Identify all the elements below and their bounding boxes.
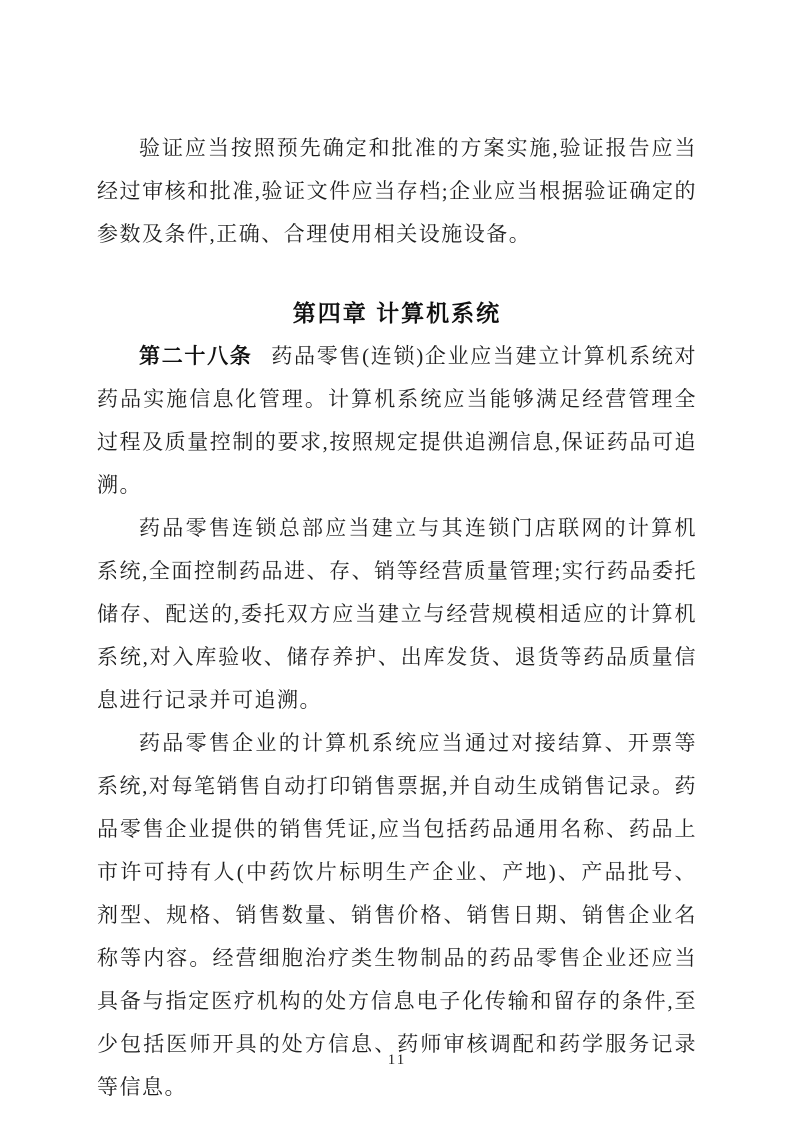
paragraph-validation: 验证应当按照预先确定和批准的方案实施,验证报告应当经过审核和批准,验证文件应当存档;企业应当根据验证确定的参数及条件,正确、合理使用相关设施设备。 [97, 136, 697, 246]
paragraph-chain-headquarters: 药品零售连锁总部应当建立与其连锁门店联网的计算机系统,全面控制药品进、存、销等经营质量管理;实行药品委托储存、配送的,委托双方应当建立与经营规模相适应的计算机系统,对入库验收、储存养护、出库发货、退货等药品质量信息进行记录并可追溯。 [97, 516, 697, 712]
paragraph-sales-system: 药品零售企业的计算机系统应当通过对接结算、开票等系统,对每笔销售自动打印销售票据,并自动生成销售记录。药品零售企业提供的销售凭证,应当包括药品通用名称、药品上市许可持有人(中药饮片标明生产企业、产地)、产品批号、剂型、规格、销售数量、销售价格、销售日期、销售企业名称等内容。经营细胞治疗类生物制品的药品零售企业还应当具备与指定医疗机构的处方信息电子化传输和留存的条件,至少包括医师开具的处方信息、药师审核调配和药学服务记录等信息。 [97, 731, 697, 1099]
paragraph-article-28 [97, 335, 697, 507]
document-body [97, 127, 697, 1109]
chapter-heading: 第四章 计算机系统 [292, 300, 502, 326]
article-text: 药品零售(连锁)企业应当建立计算机系统对药品实施信息化管理。计算机系统应当能够满足经营管理全过程及质量控制的要求,按照规定提供追溯信息,保证药品可追溯。 [97, 344, 697, 497]
article-number-label: 第二十八条 [139, 345, 253, 368]
page-number: 11 [387, 1052, 407, 1068]
